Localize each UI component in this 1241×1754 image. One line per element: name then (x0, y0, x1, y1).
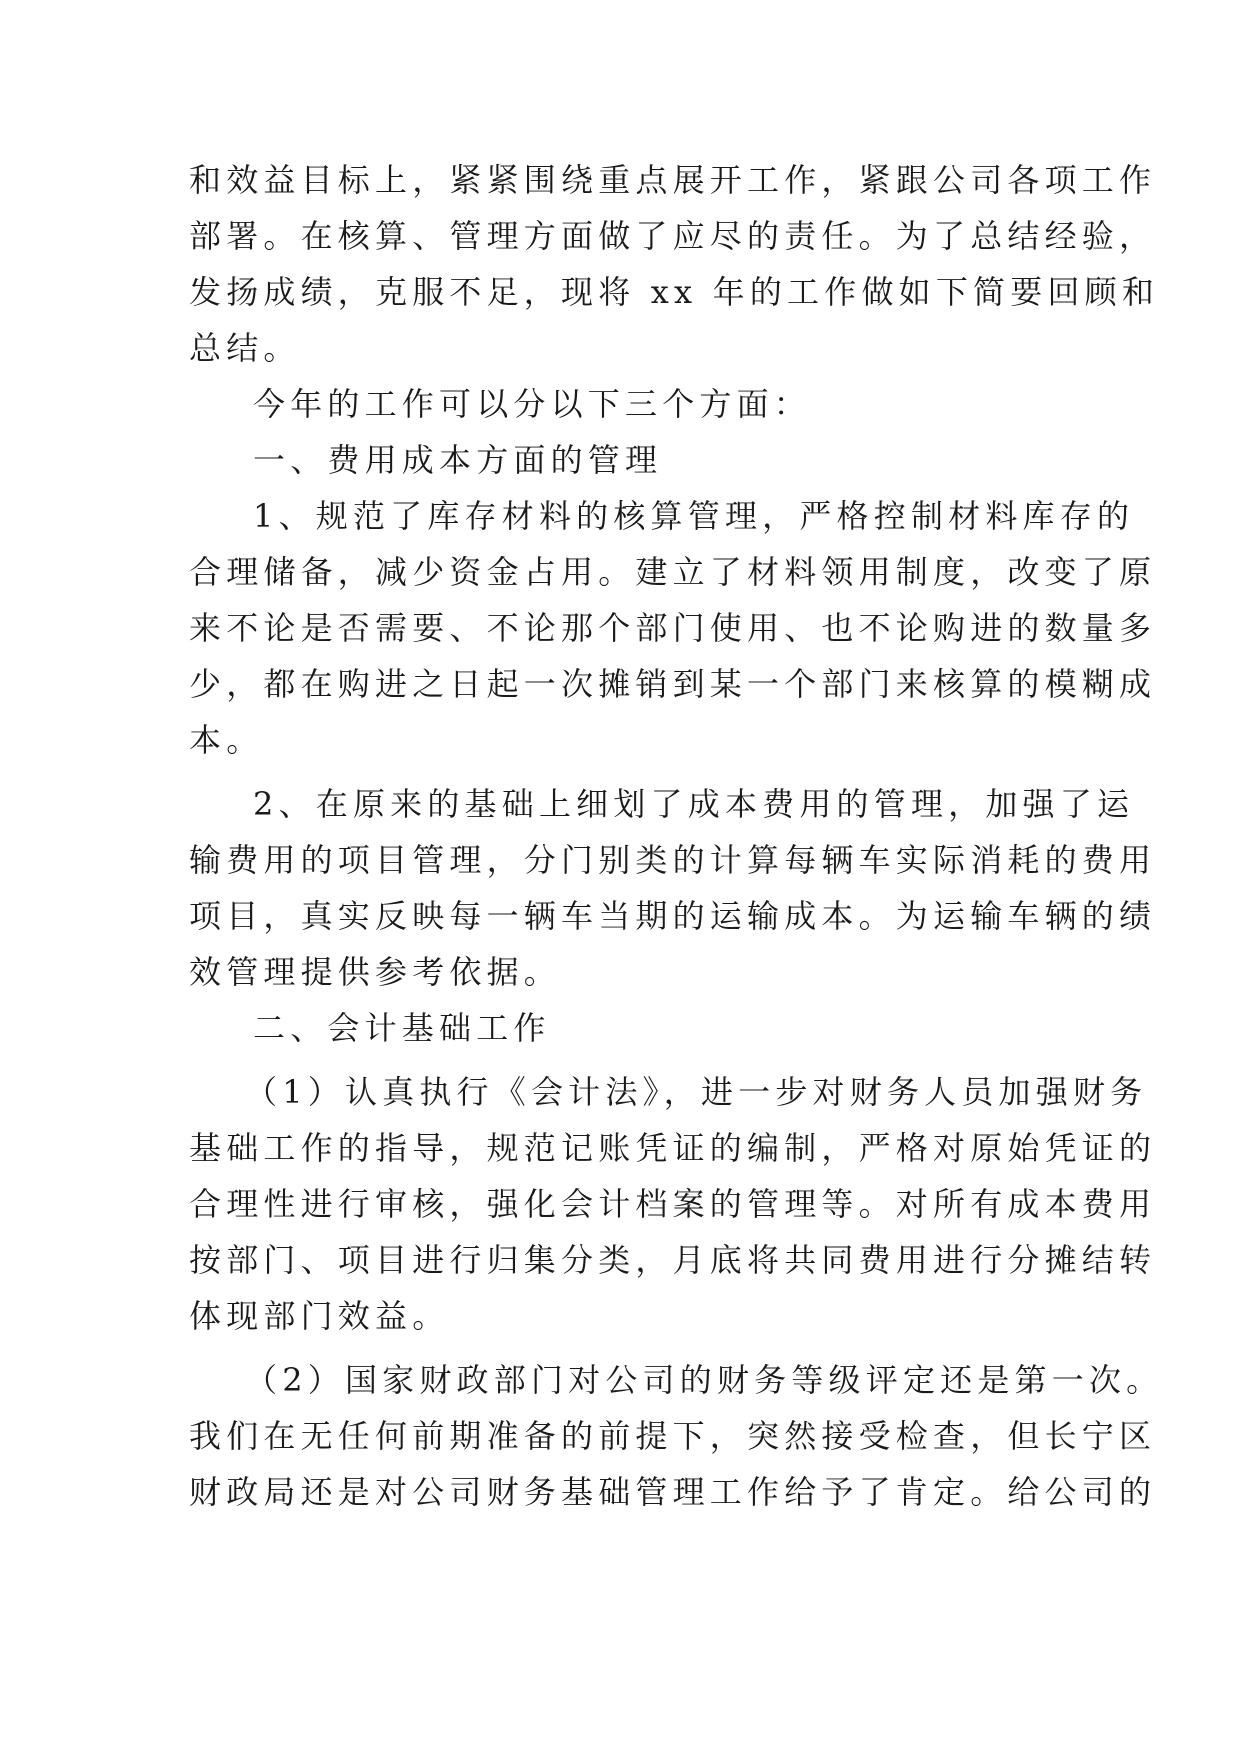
text-line: 和效益目标上，紧紧围绕重点展开工作，紧跟公司各项工作 (189, 161, 1157, 199)
section-heading-1: 一、费用成本方面的管理 (253, 441, 663, 479)
text-line: （1）认真执行《会计法》，进一步对财务人员加强财务 (245, 1073, 1148, 1111)
document-body (189, 152, 1164, 1520)
text-line: 合理储备，减少资金占用。建立了材料领用制度，改变了原 (189, 553, 1157, 591)
text-line: 按部门、项目进行归集分类，月底将共同费用进行分摊结转 (189, 1241, 1157, 1279)
text-line: 少，都在购进之日起一次摊销到某一个部门来核算的模糊成 (189, 665, 1157, 703)
text-line: 1、规范了库存材料的核算管理，严格控制材料库存的 (253, 497, 1135, 535)
text-line: 部署。在核算、管理方面做了应尽的责任。为了总结经验， (189, 217, 1157, 255)
section-heading-2: 二、会计基础工作 (253, 1009, 551, 1047)
text-line: 2、在原来的基础上细划了成本费用的管理，加强了运 (253, 785, 1135, 823)
text-line: 效管理提供参考依据。 (189, 953, 562, 991)
text-line: 输费用的项目管理，分门别类的计算每辆车实际消耗的费用 (189, 841, 1157, 879)
text-line: 来不论是否需要、不论那个部门使用、也不论购进的数量多 (189, 609, 1157, 647)
text-line: 项目，真实反映每一辆车当期的运输成本。为运输车辆的绩 (189, 897, 1157, 935)
text-line: （2）国家财政部门对公司的财务等级评定还是第一次。 (245, 1361, 1164, 1399)
text-line: 总结。 (189, 329, 301, 367)
paragraph-intro: 今年的工作可以分以下三个方面： (253, 385, 812, 423)
text-line: 基础工作的指导，规范记账凭证的编制，严格对原始凭证的 (189, 1129, 1157, 1167)
text-line: 发扬成绩，克服不足，现将 xx 年的工作做如下简要回顾和 (189, 273, 1160, 311)
text-line: 我们在无任何前期准备的前提下，突然接受检查，但长宁区 (189, 1417, 1157, 1455)
text-line: 本。 (189, 721, 264, 759)
text-line: 合理性进行审核，强化会计档案的管理等。对所有成本费用 (189, 1185, 1157, 1223)
text-line: 财政局还是对公司财务基础管理工作给予了肯定。给公司的 (189, 1473, 1157, 1511)
text-line: 体现部门效益。 (189, 1297, 450, 1335)
